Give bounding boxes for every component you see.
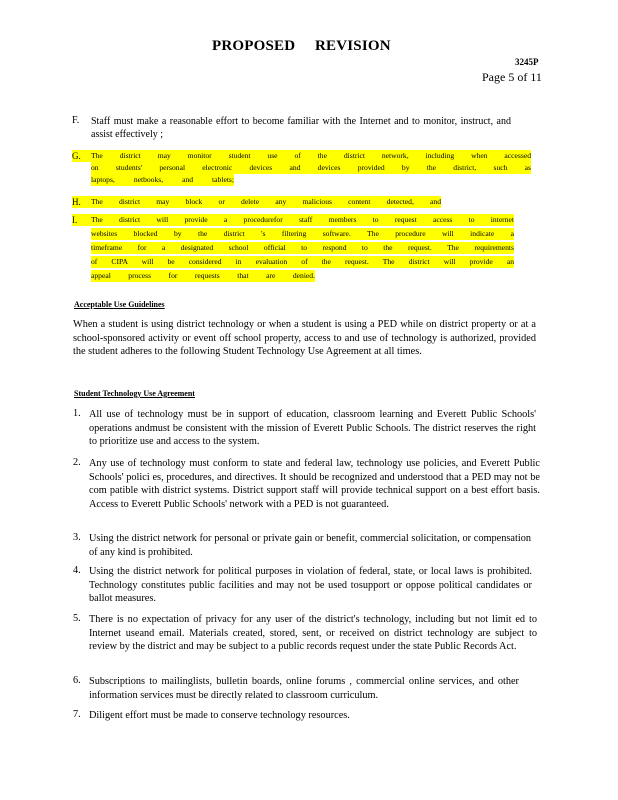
- agreement-item-text: Any use of technology must conform to state and federal law, technology use policies, and Everett Public Schools' polici es, procedures, and directives. It should be recognized and understood that a PED may not be com patible with district systems. District support staff will provide technical support on a best effort basis. Access to Everett Public Schools' network with a PED is not guaranteed.: [89, 458, 540, 510]
- item-letter-h: H.: [72, 196, 91, 208]
- agreement-item-number: 6.: [73, 675, 81, 686]
- agreement-item-text: Using the district network for political purposes in violation of federal, state, or local laws is prohibited. Technology constitutes public facilities and may not be used tosupport or oppose political candidates or ballot measures.: [89, 566, 532, 604]
- item-g-line-3: laptops, netbooks, and tablets;: [91, 175, 234, 184]
- item-i-line-3: timeframe for a designated school official to respond to the request. The requirements: [91, 243, 514, 252]
- agreement-item-text: Using the district network for personal or private gain or benefit, commercial solicitation, or compensation of any kind is prohibited.: [89, 533, 531, 558]
- item-i-line-2: websites blocked by the district 's filtering software. The procedure will indicate a: [91, 229, 514, 238]
- agreement-heading: Student Technology Use Agreement: [74, 389, 195, 398]
- agreement-item-number: 7.: [73, 709, 81, 720]
- acceptable-use-paragraph: When a student is using district technology or when a student is using a PED while on district property or at a school-sponsored activity or event off school property, access to and use of technology is authorized, provided the student adheres to the following Student Technology Use Agreement at all times.: [73, 319, 536, 357]
- item-i-line-5: appeal process for requests that are denied.: [91, 271, 315, 280]
- item-g-line-2: on students' personal electronic devices and devices provided by the district, such as: [91, 163, 531, 172]
- item-letter-g: G.: [72, 150, 91, 162]
- agreement-item-number: 2.: [73, 457, 81, 468]
- agreement-item-number: 3.: [73, 532, 81, 543]
- item-text-f: Staff must make a reasonable effort to become familiar with the Internet and to monitor, instruct, and assist effectively ;: [91, 116, 511, 140]
- agreement-item-number: 1.: [73, 408, 81, 419]
- agreement-item-text: There is no expectation of privacy for any user of the district's technology, including but not limit ed to Internet useand email. Materials created, stored, sent, or received on district technology are subject to review by the district and may be subject to a public records request under the state Public Records Act.: [89, 614, 537, 652]
- title-revision: REVISION: [315, 38, 391, 54]
- item-h-line-1: The district may block or delete any malicious content detected, and: [91, 197, 441, 206]
- page-number: Page 5 of 11: [482, 70, 542, 84]
- title-proposed: PROPOSED: [212, 38, 296, 54]
- item-g-line-1: The district may monitor student use of the district network, including when accessed: [91, 151, 531, 160]
- agreement-item-text: All use of technology must be in support of education, classroom learning and Everett Public Schools' operations andmust be consistent with the mission of Everett Public Schools. The district reserves the right to prioritize use and access to the system.: [89, 409, 536, 447]
- item-letter-f: F.: [72, 115, 80, 126]
- acceptable-use-heading: Acceptable Use Guidelines: [74, 300, 165, 309]
- policy-code: 3245P: [515, 57, 539, 67]
- item-i-line-4: of CIPA will be considered in evaluation of the request. The district will provide an: [91, 257, 514, 266]
- agreement-item-number: 5.: [73, 613, 81, 624]
- agreement-item-text: Diligent effort must be made to conserve technology resources.: [89, 710, 350, 721]
- item-i-line-1: The district will provide a procedurefor staff members to request access to internet: [91, 215, 514, 224]
- item-letter-i: I.: [72, 214, 91, 226]
- agreement-item-number: 4.: [73, 565, 81, 576]
- agreement-item-text: Subscriptions to mailinglists, bulletin boards, online forums , commercial online services, and other information services must be directly related to classroom curriculum.: [89, 676, 519, 701]
